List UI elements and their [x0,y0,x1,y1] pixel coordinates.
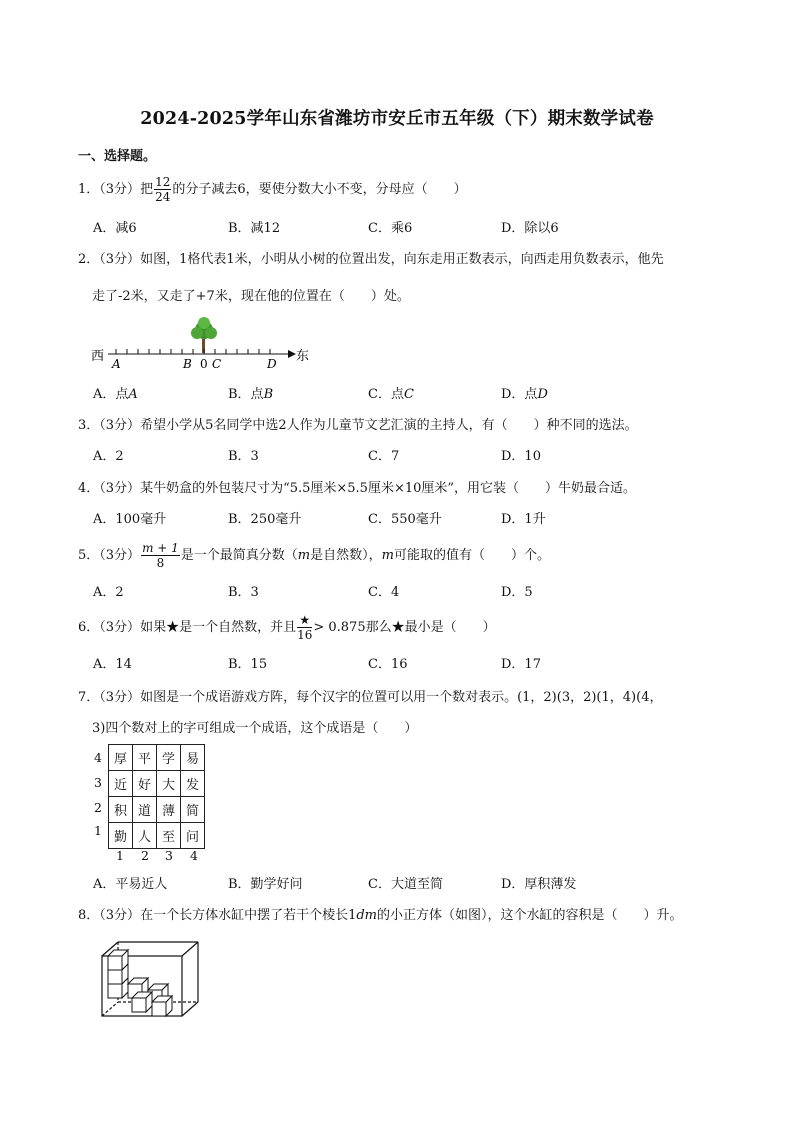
q7-number: 7． [78,690,100,705]
grid-col-label-4: 4 [190,848,198,863]
grid-cell: 勤 [109,823,133,849]
grid-cell: 厚 [109,745,133,771]
grid-cell: 简 [181,797,205,823]
q2-option-a-label: A．点 [93,387,129,402]
q2-option-a[interactable] [93,383,138,402]
q3-text: 希望小学从5名同学中选2人作为儿童节文艺汇演的主持人，有（ ）种不同的选法。 [140,418,638,433]
grid-cell: 薄 [157,797,181,823]
point-c-label: C [212,357,222,371]
question-8 [78,904,683,923]
q5-fraction [141,542,180,569]
q5-fraction-denominator: 8 [156,556,165,570]
q2-option-c-var: C [403,387,414,402]
q3-option-b[interactable]: B．3 [228,449,259,464]
grid-row-2 [109,797,205,823]
grid-cell: 至 [157,823,181,849]
q3-score: （3分） [99,418,141,433]
question-7-line-1 [78,686,662,705]
q4-number: 4． [78,481,100,496]
q7-option-c[interactable]: C．大道至简 [368,877,443,892]
q1-number: 1． [78,182,100,197]
q5-var-m-2: m [381,548,394,563]
grid-row-label-4: 4 [94,750,102,765]
grid-col-label-2: 2 [141,848,149,863]
west-label: 西 [91,349,105,364]
q2-number: 2． [78,252,100,267]
question-4 [78,477,636,496]
q6-number: 6． [78,620,100,635]
grid-cell: 平 [133,745,157,771]
q1-fraction-denominator: 24 [155,190,171,204]
grid-row-1 [109,823,205,849]
q6-score: （3分） [99,620,141,635]
grid-cell: 学 [157,745,181,771]
question-3 [78,414,638,433]
q1-option-a[interactable]: A．减6 [93,221,137,236]
q4-score: （3分） [99,481,141,496]
q1-score: （3分） [99,182,141,197]
q5-var-m-1: m [297,548,311,563]
number-line-figure [88,313,318,371]
q6-option-d[interactable]: D．17 [501,657,541,672]
q5-text-b: 是自然数）， [310,548,382,563]
east-label: 东 [296,349,310,364]
q8-text-pre: 在一个长方体水缸中摆了若干个棱长1 [140,908,357,923]
grid-col-label-1: 1 [116,848,124,863]
q3-option-c[interactable]: C．7 [368,449,400,464]
point-a-label: A [112,357,121,371]
grid-cell: 积 [109,797,133,823]
grid-row-label-2: 2 [94,800,102,815]
q7-score: （3分） [99,690,141,705]
q1-option-d[interactable]: D．除以6 [501,221,559,236]
q2-option-b-var: B [263,387,274,402]
q6-option-a[interactable]: A．14 [93,657,132,672]
q6-option-b[interactable]: B．15 [228,657,268,672]
q1-option-b[interactable]: B．减12 [228,221,281,236]
question-2-line-1 [78,248,664,267]
q4-option-d[interactable]: D．1升 [501,512,546,527]
grid-cell: 道 [133,797,157,823]
q2-score: （3分） [99,252,141,267]
q5-fraction-numerator: m + 1 [142,541,179,555]
q4-text: 某牛奶盒的外包装尺寸为“5.5厘米×5.5厘米×10厘米”，用它装（ ）牛奶最合适。 [140,481,637,496]
question-6 [78,614,496,641]
q5-number: 5． [78,548,100,563]
grid-cell: 发 [181,771,205,797]
q6-text-post: > 0.875那么★最小是（ ） [313,620,496,635]
q3-option-d[interactable]: D．10 [501,449,541,464]
q7-option-b[interactable]: B．勤学好问 [228,877,303,892]
q8-text-post: 的小正方体（如图），这个水缸的容积是（ ）升。 [377,908,683,923]
page-title: 2024-2025学年山东省潍坊市安丘市五年级（下）期末数学试卷 [140,109,654,129]
q4-option-a[interactable]: A．100毫升 [93,512,167,527]
arrow-right-icon [288,350,296,358]
tree-icon [191,317,217,353]
q3-option-a[interactable]: A．2 [93,449,124,464]
grid-cell: 大 [157,771,181,797]
point-b-label: B [183,357,192,371]
q1-option-c[interactable]: C．乘6 [368,221,413,236]
grid-row-label-3: 3 [94,775,102,790]
grid-col-label-3: 3 [165,848,173,863]
question-7-line-2: 3)四个数对上的字可组成一个成语，这个成语是（ ） [92,721,418,736]
q1-text-post: 的分子减去6，要使分数大小不变，分母应（ ） [172,182,467,197]
q5-text-c: 可能取的值有（ ）个。 [393,548,550,563]
water-tank-cubes-figure [98,938,208,1022]
q3-number: 3． [78,418,100,433]
q2-text-line-1: 如图，1格代表1米，小明从小树的位置出发，向东走用正数表示，向西走用负数表示，他先 [140,252,664,267]
q2-option-a-var: A [128,387,138,402]
q4-option-b[interactable]: B．250毫升 [228,512,302,527]
q7-option-d[interactable]: D．厚积薄发 [501,877,577,892]
q2-option-d[interactable] [501,383,548,402]
question-1 [78,176,467,203]
q2-option-c[interactable] [368,383,414,402]
q5-option-c[interactable]: C．4 [368,585,400,600]
grid-row-3 [109,771,205,797]
point-zero-label: 0 [200,357,208,371]
q6-fraction-numerator: ★ [297,614,312,628]
q5-option-d[interactable]: D．5 [501,585,533,600]
idiom-grid [108,744,205,849]
q5-score: （3分） [99,548,141,563]
q2-option-d-var: D [537,387,548,402]
q8-unit: dm [356,908,377,923]
grid-cell: 人 [133,823,157,849]
q7-option-a[interactable]: A．平易近人 [93,877,168,892]
q2-option-c-label: C．点 [368,387,404,402]
q1-fraction [154,176,171,203]
q6-fraction-denominator: 16 [297,628,313,642]
q6-fraction [297,614,312,641]
point-d-label: D [267,357,277,371]
section-heading: 一、选择题。 [78,149,157,164]
q6-text-pre: 如果★是一个自然数，并且 [140,620,297,635]
grid-cell: 问 [181,823,205,849]
grid-cell: 近 [109,771,133,797]
q2-option-b[interactable] [228,383,273,402]
q5-text-a: 是一个最简真分数（ [180,548,298,563]
question-2-line-2: 走了-2米，又走了+7米，现在他的位置在（ ）处。 [92,289,410,304]
unit-cubes [108,950,172,1016]
q4-option-c[interactable]: C．550毫升 [368,512,442,527]
grid-row-label-1: 1 [94,823,102,838]
q2-option-d-label: D．点 [501,387,538,402]
q7-text-line-1: 如图是一个成语游戏方阵，每个汉字的位置可以用一个数对表示。(1，2)(3，2)(1，4)(4， [140,690,663,705]
q8-score: （3分） [99,908,141,923]
grid-cell: 易 [181,745,205,771]
q2-option-b-label: B．点 [228,387,264,402]
grid-cell: 好 [133,771,157,797]
question-5 [78,542,550,569]
grid-row-4 [109,745,205,771]
q1-fraction-numerator: 12 [155,175,171,189]
q5-option-a[interactable]: A．2 [93,585,124,600]
q1-text-pre: 把 [140,182,154,197]
q6-option-c[interactable]: C．16 [368,657,408,672]
q8-number: 8． [78,908,100,923]
q5-option-b[interactable]: B．3 [228,585,259,600]
